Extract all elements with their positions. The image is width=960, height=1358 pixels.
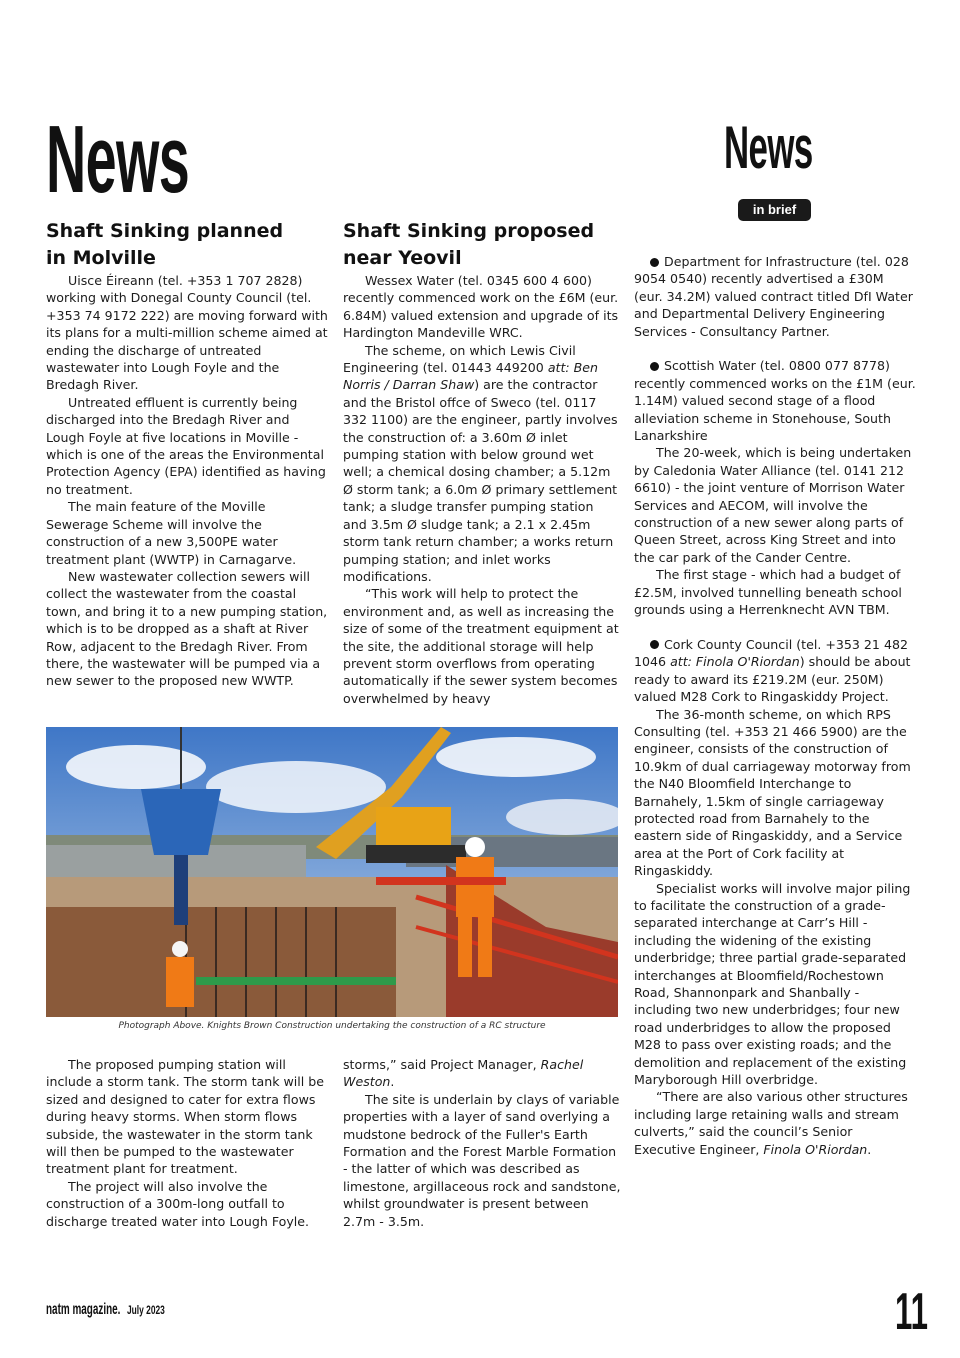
paragraph: The main feature of the Moville Sewerage Scheme will involve the construction of a new 3,500PE water treatment plant (WWTP) in Carnagarve. <box>46 499 297 567</box>
paragraph: The 20-week, which is being undertaken by Caledonia Water Alliance (tel. 0141 212 6610) - the joint venture of Morrison Water Services and AECOM, will involve the construction of a new sewer along parts of Queen Street, across King Street and into the car park of the Cander Centre. <box>634 445 912 565</box>
headline-line-2: in Molville <box>46 247 156 269</box>
bullet-icon <box>650 640 659 649</box>
brief-item-dfi <box>634 253 916 340</box>
issue-date: July 2023 <box>127 1303 165 1317</box>
headline-line-2: near Yeovil <box>343 247 462 269</box>
photo-caption: Photograph Above. Knights Brown Construction undertaking the construction of a RC structure <box>118 1021 546 1031</box>
manager-name: Rachel Weston <box>343 1057 584 1090</box>
paragraph: Specialist works will involve major piling to facilitate the construction of a grade-separated interchange at Carr’s Hill - including the widening of the existing underbridge; three partial grade-separated interchanges at Bloomfield/Rochestown Road, Shannonpark and Shanbally - including two new underbridges; four new road underbridges to allow the proposed M28 to pass over existing roads; and the demolition and replacement of the existing Maryborough Hill overbridge. <box>634 880 911 1088</box>
paragraph <box>634 1088 916 1158</box>
contact-name: att: Finola O'Riordan <box>670 654 800 670</box>
quote-text: “There are also various other structures including large retaining walls and stream culverts,” said the council’s Senior Executive Engineer, <box>634 1089 908 1157</box>
brief-item-cork <box>634 636 916 706</box>
article-yeovil-continued <box>343 1056 621 1230</box>
quote-text: . <box>390 1074 395 1090</box>
brief-item-scottish-water <box>634 357 916 444</box>
page-number: 11 <box>895 1283 928 1341</box>
paragraph-text: ) are the contractor and the Bristol offce of Sweco (tel. 0117 332 1100) are the engineer, partly involves the construction of: a 3.60m Ø inlet pumping station with below ground wet well; a chemical dosing chamber; a 5.12m Ø storm tank; a 6.0m Ø primary settlement tank; a sludge transfer pumping station and 3.5m Ø sludge tank; a 2.1 x 2.45m storm tank return chamber; a works return pumping station; and inlet works modifications. <box>343 377 618 584</box>
brief-text: ) should be about ready to award its £219.2M (eur. 250M) valued M28 Cork to Ringaskiddy Project. <box>634 654 911 705</box>
paragraph: The proposed pumping station will include a storm tank. The storm tank will be sized and designed to cater for extra flows during heavy storms. When storm flows subside, the wastewater in the storm tank will then be pumped to the wastewater treatment plant for treatment. <box>46 1057 325 1177</box>
paragraph: New wastewater collection sewers will collect the wastewater from the coastal town, and bring it to a new pumping station, which is to be dropped as a shaft at River Row, adjacent to the Bredagh River. From there, the wastewater will be pumped via a new sewer to the proposed new WWTP. <box>46 568 328 689</box>
in-brief-column <box>634 253 916 1158</box>
paragraph: The site is underlain by clays of variable properties with a layer of sand overlying a mudstone bedrock of the Fuller's Earth Formation and the Forest Marble Formation - the latter of which was described as limestone, argillaceous rock and sandstone, whilst groundwater is present between 2.7m - 3.5m. <box>343 1091 621 1229</box>
paragraph <box>343 1056 621 1091</box>
paragraph: The 36-month scheme, on which RPS Consulting (tel. +353 21 466 5900) are the engineer, consists of the construction of 10.9km of dual carriageway motorway from the N40 Bloomfield Interchange to Barnahely, 1.5km of single carriageway protected road from Barnahely to the eastern side of Ringaskiddy, and a Service area at the Port of Cork facility at Ringaskiddy. <box>634 706 911 879</box>
paragraph: The first stage - which had a budget of £2.5M, involved tunnelling beneath school grounds using a Herrenknecht AVN TBM. <box>634 567 902 618</box>
headline-line-1: Shaft Sinking planned <box>46 220 284 242</box>
quote-text: storms,” said Project Manager, <box>343 1057 541 1072</box>
article-molville <box>46 218 328 690</box>
paragraph: Uisce Éireann (tel. +353 1 707 2828) working with Donegal County Council (tel. +353 74 9172 222) are moving forward with its plans for a multi-million scheme aimed at ending the discharge of untreated wastewater into Lough Foyle and the Bredagh River. <box>46 273 328 393</box>
bullet-icon <box>650 258 659 267</box>
quote-text: . <box>867 1141 872 1157</box>
paragraph: The project will also involve the construction of a 300m-long outfall to discharge treated water into Lough Foyle. <box>46 1178 310 1229</box>
headline-line-1: Shaft Sinking proposed <box>343 220 595 242</box>
in-brief-badge: in brief <box>738 199 811 221</box>
construction-photo <box>46 727 618 1017</box>
brief-text: Department for Infrastructure (tel. 028 9054 0540) recently advertised a £30M (eur. 34.2M) valued contract titled DfI Water and Departmental Delivery Engineering Services - Consultancy Partner. <box>634 254 913 339</box>
brief-text: Scottish Water (tel. 0800 077 8778) recently commenced works on the £1M (eur. 1.14M) valued second stage of a flood alleviation scheme in Stonehouse, South Lanarkshire <box>634 358 916 444</box>
paragraph: “This work will help to protect the environment and, as well as increasing the size of some of the treatment equipment at the site, the additional storage will help prevent storm overflows from operating automatically if the sewer system becomes overwhelmed by heavy <box>343 586 619 706</box>
article-yeovil <box>343 218 621 707</box>
contact-names: att: Ben Norris / Darran Shaw <box>343 360 599 393</box>
article-molville-continued <box>46 1056 328 1230</box>
paragraph <box>343 342 621 586</box>
bullet-icon <box>650 362 659 371</box>
engineer-name: Finola O'Riordan <box>763 1141 868 1157</box>
construction-site-image <box>46 727 618 1017</box>
paragraph-text: The scheme, on which Lewis Civil Engineering (tel. 01443 449200 <box>343 342 576 376</box>
brief-text: Cork County Council (tel. +353 21 482 1046 <box>634 636 908 670</box>
paragraph: Untreated effluent is currently being discharged into the Bredagh River and Lough Foyle at five locations in Moville - which is one of the areas the Environmental Protection Agency (EPA) identified as having no treatment. <box>46 394 326 497</box>
magazine-name: natm magazine. <box>46 1301 121 1318</box>
section-title: News <box>724 114 813 181</box>
masthead-title: News <box>46 106 190 213</box>
paragraph: Wessex Water (tel. 0345 600 4 600) recently commenced work on the £6M (eur. 6.84M) valued extension and upgrade of its Hardington Mandeville WRC. <box>343 273 619 341</box>
